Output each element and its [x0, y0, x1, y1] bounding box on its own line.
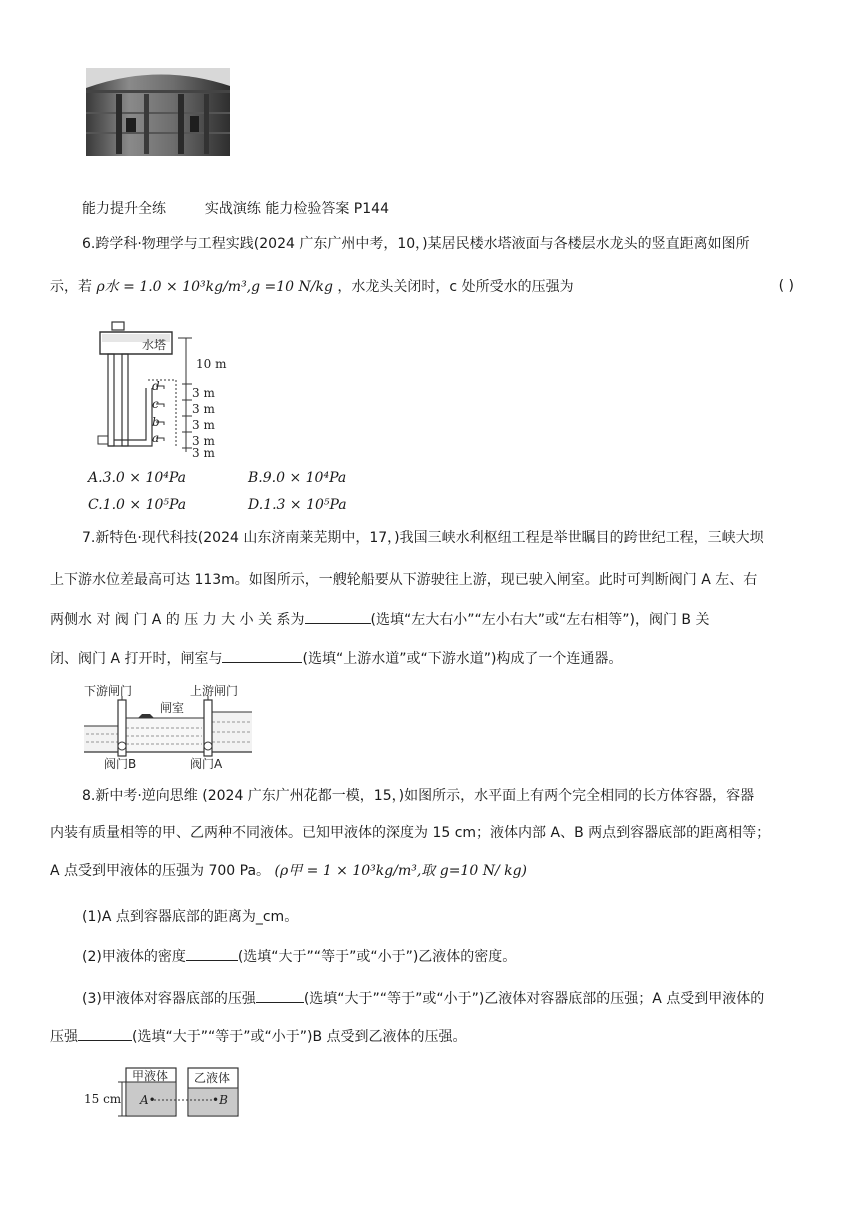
- q7-line1: 7.新特色·现代科技(2024 山东济南莱芜期中，17，)我国三峡水利枢纽工程是举世瞩目的跨世纪工程，三峡大坝: [82, 530, 764, 546]
- q6-water-tower-figure: [92, 318, 252, 458]
- q7-chamber-label: 闸室: [160, 701, 185, 715]
- q6-distance-2: 3 m: [192, 402, 215, 416]
- q8-depth-label: 15 cm: [84, 1092, 122, 1106]
- q7-line4: [50, 648, 622, 669]
- q6-option-b[interactable]: [248, 470, 346, 486]
- q8-sub1: (1)A 点到容器底部的距离为_cm。: [82, 909, 299, 925]
- q8-point-a: A•: [140, 1093, 156, 1107]
- q8-rho-formula: (ρ甲 = 1 × 10³kg/m³,取 g=10 N/ kg): [274, 863, 528, 879]
- q6-rho-formula: ρ水 = 1.0 × 10³kg/m³,g =10 N/kg: [96, 279, 333, 295]
- q8-line1: 8.新中考·逆向思维 (2024 广东广州花都一模，15，)如图所示，水平面上有两个完全相同的长方体容器，容器: [82, 788, 755, 804]
- section-header: [82, 199, 389, 219]
- q7-blank-2[interactable]: [222, 648, 302, 663]
- q8-sub2b: (选填“大于”“等于”或“小于”)乙液体的密度。: [237, 949, 517, 965]
- q7-valve-b-label: 阀门B: [104, 757, 137, 770]
- q6-point-c: c: [152, 397, 159, 411]
- q6-distance-4: 3 m: [192, 434, 215, 448]
- q8-line2: 内装有质量相等的甲、乙两种不同液体。已知甲液体的深度为 15 cm；液体内部 A、B 两点到容器底部的距离相等；: [50, 825, 771, 841]
- section-title: 能力提升全练: [82, 201, 166, 217]
- q7-right-gate-label: 上游闸门: [190, 684, 239, 698]
- q6-answer-paren: ( ): [778, 278, 794, 294]
- q8-blank-density[interactable]: [186, 946, 238, 961]
- q8-sub3c: 压强: [50, 1029, 78, 1045]
- q6-option-d[interactable]: [248, 497, 347, 513]
- q6-option-d-letter: D.: [248, 497, 264, 513]
- q7-line4b: (选填“上游水道”或“下游水道”)构成了一个连通器。: [302, 651, 623, 667]
- q7-ship-lock-figure: [82, 682, 254, 770]
- q6-point-b: b: [152, 415, 160, 429]
- q6-distance-top: 10 m: [196, 357, 227, 371]
- q7-valve-a-label: 阀门A: [190, 757, 223, 770]
- q8-sub3b: (选填“大于”“等于”或“小于”)乙液体对容器底部的压强；A 点受到甲液体的: [303, 991, 765, 1007]
- q8-point-b: •B: [212, 1093, 228, 1107]
- q7-line2: 上下游水位差最高可达 113m。如图所示，一艘轮船要从下游驶往上游，现已驶入闸室。此时可判断阀门 A 左、右: [50, 572, 758, 588]
- q8-sub3a: (3)甲液体对容器底部的压强: [82, 991, 256, 1007]
- q7-line3b: (选填“左大右小”“左小右大”或“左右相等”)，阀门 B 关: [370, 612, 710, 628]
- q6-tower-label: 水塔: [142, 338, 167, 352]
- q6-option-d-text: 1.3 × 10⁵Pa: [263, 497, 347, 513]
- q6-line2-prefix: 示，若: [50, 279, 92, 295]
- q6-option-c-text: 1.0 × 10⁵Pa: [102, 497, 187, 513]
- q7-left-gate-label: 下游闸门: [84, 684, 133, 698]
- q6-option-a-letter: A.: [88, 470, 103, 486]
- q6-point-a: a: [152, 431, 160, 445]
- q8-containers-figure: [82, 1066, 254, 1120]
- q6-option-c[interactable]: [88, 497, 186, 513]
- q8-sub3d: (选填“大于”“等于”或“小于”)B 点受到乙液体的压强。: [132, 1029, 467, 1045]
- q8-blank-point-pressure[interactable]: [78, 1026, 132, 1041]
- q8-line3: [50, 861, 527, 881]
- q6-point-d: d: [152, 379, 160, 393]
- q6-line2: [50, 277, 574, 297]
- q6-line2-suffix: ，水龙头关闭时，c 处所受水的压强为: [337, 279, 574, 295]
- q7-blank-1[interactable]: [305, 609, 371, 624]
- q6-line1: 6.跨学科·物理学与工程实践(2024 广东广州中考，10，)某居民楼水塔液面与各楼层水龙头的竖直距离如图所: [82, 236, 750, 252]
- q8-sub3: [82, 988, 764, 1009]
- q8-sub2a: (2)甲液体的密度: [82, 949, 186, 965]
- q6-option-a[interactable]: [88, 470, 186, 486]
- q6-option-c-letter: C.: [88, 497, 103, 513]
- q7-line3a: 两侧水 对 阀 门 A 的 压 力 大 小 关 系为: [50, 612, 305, 628]
- q6-option-b-text: 9.0 × 10⁴Pa: [262, 470, 347, 486]
- section-subtitle: 实战演练 能力检验答案 P144: [204, 201, 389, 217]
- q6-distance-3: 3 m: [192, 418, 215, 432]
- q8-sub3-cont: [50, 1026, 467, 1047]
- q7-line3: [50, 609, 709, 630]
- q8-blank-bottom-pressure[interactable]: [256, 988, 304, 1003]
- q8-right-label: 乙液体: [194, 1071, 231, 1085]
- q8-left-label: 甲液体: [132, 1069, 169, 1083]
- q6-option-b-letter: B.: [248, 470, 263, 486]
- q6-distance-5: 3 m: [192, 446, 215, 458]
- q7-line4a: 闭、阀门 A 打开时，闸室与: [50, 651, 223, 667]
- tower-photo: [86, 68, 230, 156]
- q8-sub2: [82, 946, 516, 967]
- q6-option-a-text: 3.0 × 10⁴Pa: [102, 470, 187, 486]
- q6-distance-1: 3 m: [192, 386, 215, 400]
- q8-line3a: A 点受到甲液体的压强为 700 Pa。: [50, 863, 271, 879]
